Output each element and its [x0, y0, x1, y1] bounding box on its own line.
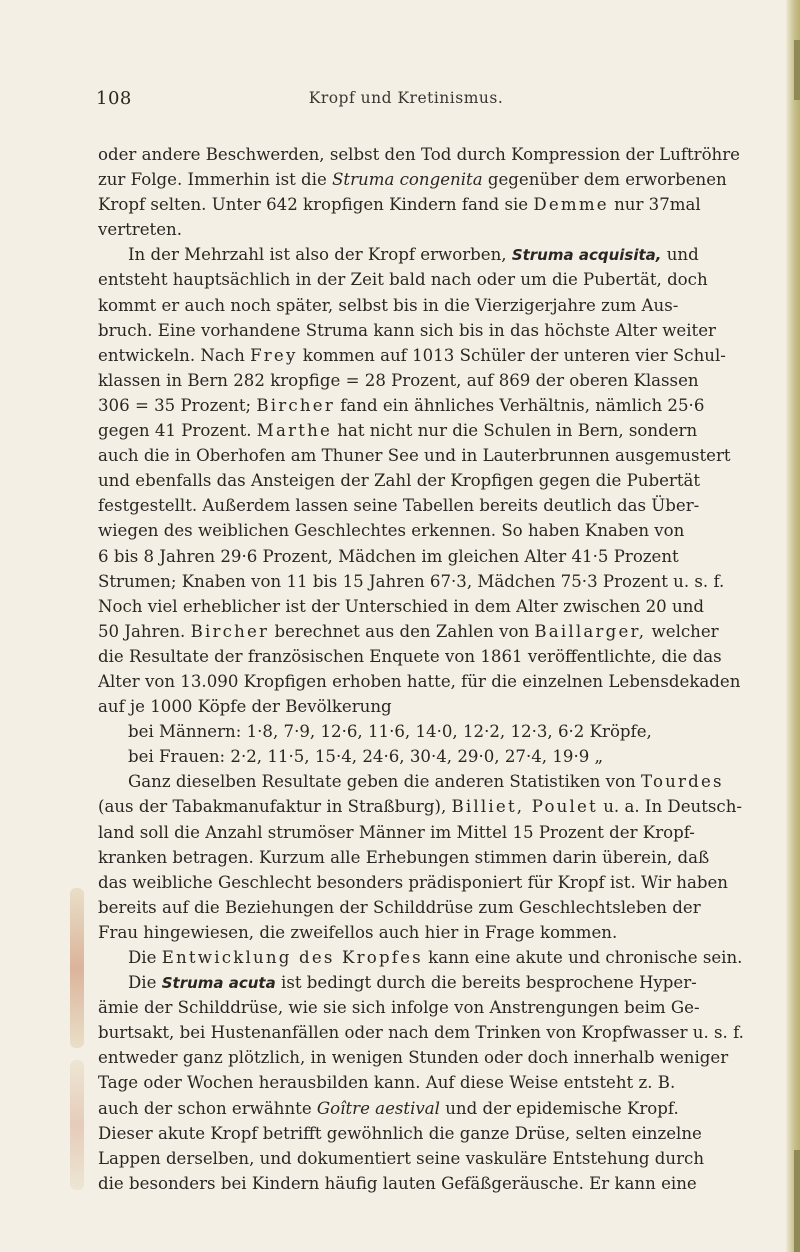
text-line: vertreten. — [98, 220, 182, 240]
page-number: 108 — [96, 88, 132, 109]
statistics-line-women: bei Frauen: 2·2, 11·5, 15·4, 24·6, 30·4, 29·0, 27·4, 19·9 „ — [128, 747, 604, 767]
body-text — [98, 142, 768, 1196]
text-line: 6 bis 8 Jahren 29·6 Prozent, Mädchen im gleichen Alter 41·5 Prozent — [98, 546, 679, 566]
text-line: oder andere Beschwerden, selbst den Tod durch Kompression der Luftröhre — [98, 145, 740, 164]
text-line: 306 = 35 Prozent; Bircher fand ein ähnliches Verhältnis, nämlich 25·6 — [98, 395, 705, 415]
page-edge-shadow — [794, 40, 800, 100]
text-line: die Resultate der französischen Enquete von 1861 veröffentlichte, die das — [98, 646, 722, 666]
author-name: Demme — [533, 195, 609, 215]
text-line: entwickeln. Nach Frey kommen auf 1013 Schüler der unteren vier Schul- — [98, 345, 726, 365]
text-line: entweder ganz plötzlich, in wenigen Stunden oder doch innerhalb weniger — [98, 1048, 729, 1068]
text-line: und ebenfalls das Ansteigen der Zahl der Kropfigen gegen die Pubertät — [98, 471, 701, 491]
text-line: (aus der Tabakmanufaktur in Straßburg), Billiet, Poulet u. a. In Deutsch- — [98, 797, 742, 817]
text-line: wiegen des weiblichen Geschlechtes erkennen. So haben Knaben von — [98, 521, 685, 541]
page-stain — [70, 888, 84, 1048]
text-line: Die Struma acuta ist bedingt durch die bereits besprochene Hyper- — [128, 973, 697, 993]
text-line: klassen in Bern 282 kropfige = 28 Prozent, auf 869 der oberen Klassen — [98, 370, 699, 390]
text-line: auch der schon erwähnte Goître aestival und der epidemische Kropf. — [98, 1098, 679, 1118]
author-name: Baillarger, — [534, 621, 647, 641]
text-line: In der Mehrzahl ist also der Kropf erworben, Struma acquisita, und — [128, 245, 699, 265]
text-line: ämie der Schilddrüse, wie sie sich infolge von Anstrengungen beim Ge- — [98, 998, 700, 1018]
text-line: kranken betragen. Kurzum alle Erhebungen stimmen darin überein, daß — [98, 847, 710, 867]
text-line: Frau hingewiesen, die zweifellos auch hier in Frage kommen. — [98, 922, 618, 942]
emphasis: Struma congenita — [332, 170, 483, 190]
text-line: bruch. Eine vorhandene Struma kann sich bis in das höchste Alter weiter — [98, 320, 716, 340]
text-line: burtsakt, bei Hustenanfällen oder nach dem Trinken von Kropfwasser u. s. f. — [98, 1023, 744, 1043]
text-line: Ganz dieselben Resultate geben die anderen Statistiken von Tourdes — [128, 772, 724, 792]
text-line: gegen 41 Prozent. Marthe hat nicht nur die Schulen in Bern, sondern — [98, 421, 698, 441]
text-line: Lappen derselben, und dokumentiert seine vaskuläre Entstehung durch — [98, 1148, 705, 1168]
author-name: Billiet, Poulet — [451, 797, 598, 817]
page-edge-shadow — [794, 1150, 800, 1252]
page-stain — [70, 1060, 84, 1190]
statistics-line-men: bei Männern: 1·8, 7·9, 12·6, 11·6, 14·0, 12·2, 12·3, 6·2 Kröpfe, — [128, 722, 652, 742]
text-line: Tage oder Wochen herausbilden kann. Auf diese Weise entsteht z. B. — [98, 1073, 676, 1093]
author-name: Bircher — [190, 621, 270, 641]
text-line: Die Entwicklung des Kropfes kann eine akute und chronische sein. — [128, 948, 743, 967]
text-line: Dieser akute Kropf betrifft gewöhnlich die ganze Drüse, selten einzelne — [98, 1123, 702, 1143]
text-line: die besonders bei Kindern häufig lauten Gefäßgeräusche. Er kann eine — [98, 1173, 697, 1193]
text-line: zur Folge. Immerhin ist die Struma congenita gegenüber dem erworbenen — [98, 170, 727, 190]
text-line: Kropf selten. Unter 642 kropfigen Kindern fand sie Demme nur 37mal — [98, 195, 701, 215]
emphasis: Goître aestival — [316, 1098, 440, 1118]
text-line: 50 Jahren. Bircher berechnet aus den Zahlen von Baillarger, welcher — [98, 621, 719, 641]
text-line: auf je 1000 Köpfe der Bevölkerung — [98, 697, 392, 717]
text-line: land soll die Anzahl strumöser Männer im Mittel 15 Prozent der Kropf- — [98, 822, 695, 842]
text-line: Alter von 13.090 Kropfigen erhoben hatte, für die einzelnen Lebensdekaden — [98, 671, 741, 691]
text-line: bereits auf die Beziehungen der Schilddrüse zum Geschlechtsleben der — [98, 897, 701, 917]
page-header — [96, 88, 716, 116]
text-line: Noch viel erheblicher ist der Unterschied in dem Alter zwischen 20 und — [98, 596, 705, 616]
text-line: kommt er auch noch später, selbst bis in die Vierzigerjahre zum Aus- — [98, 295, 679, 315]
term: Struma acquisita, — [511, 246, 662, 265]
text-line: festgestellt. Außerdem lassen seine Tabellen bereits deutlich das Über- — [98, 496, 700, 516]
author-name: Tourdes — [640, 772, 724, 792]
term: Struma acuta — [161, 974, 276, 993]
text-line: Strumen; Knaben von 11 bis 15 Jahren 67·3, Mädchen 75·3 Prozent u. s. f. — [98, 571, 725, 591]
text-line: entsteht hauptsächlich in der Zeit bald nach oder um die Pubertät, doch — [98, 270, 708, 290]
running-head: Kropf und Kretinismus. — [308, 89, 504, 107]
text-line: das weibliche Geschlecht besonders prädisponiert für Kropf ist. Wir haben — [98, 872, 728, 892]
author-name: Bircher — [256, 395, 335, 415]
author-name: Frey — [250, 345, 298, 365]
text-line: auch die in Oberhofen am Thuner See und in Lauterbrunnen ausgemustert — [98, 446, 731, 466]
emphasis: Entwicklung des Kropfes — [161, 948, 423, 967]
page-edge — [786, 0, 800, 1252]
author-name: Marthe — [256, 421, 332, 441]
